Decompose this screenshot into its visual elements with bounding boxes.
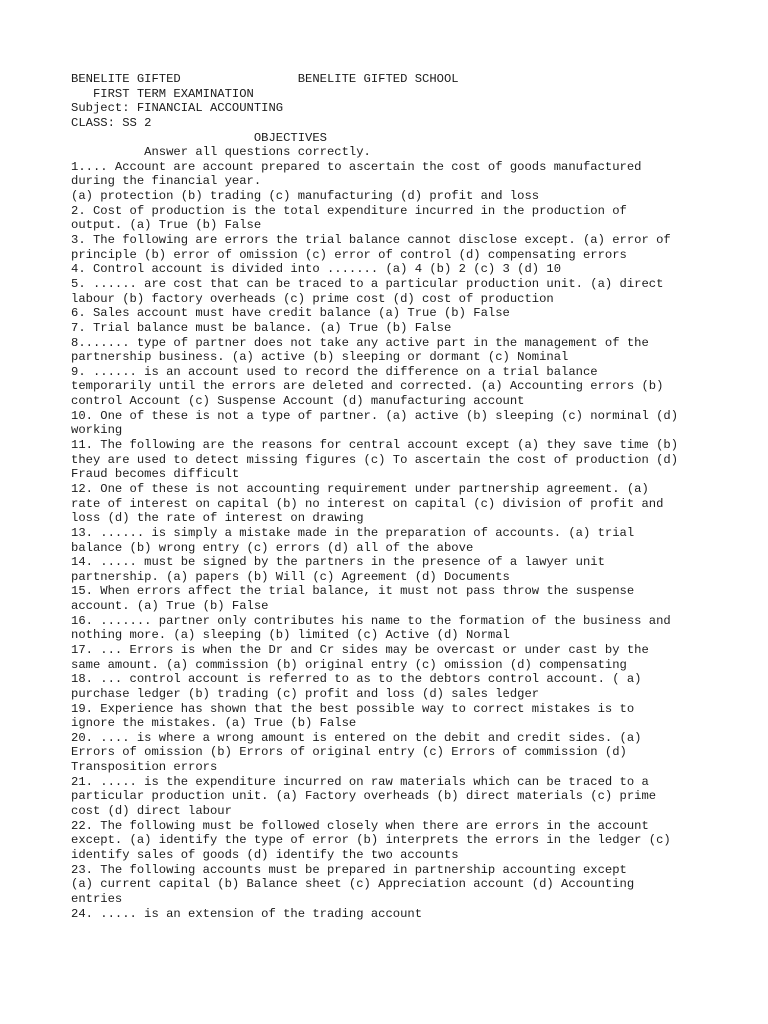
exam-title: FIRST TERM EXAMINATION	[71, 86, 254, 101]
question-line: nothing more. (a) sleeping (b) limited (c) Active (d) Normal	[71, 628, 510, 643]
question-line: 12. One of these is not accounting requirement under partnership agreement. (a)	[71, 481, 649, 496]
question-line: 16. ....... partner only contributes his name to the formation of the business and	[71, 613, 671, 628]
question-line: except. (a) identify the type of error (b) interprets the errors in the ledger (c)	[71, 833, 671, 848]
question-line: working	[71, 423, 123, 438]
question-line: (a) protection (b) trading (c) manufacturing (d) profit and loss	[71, 189, 540, 204]
question-line: 3. The following are errors the trial balance cannot disclose except. (a) error of	[71, 233, 671, 248]
question-line: 23. The following accounts must be prepared in partnership accounting except	[71, 862, 627, 877]
question-line: 19. Experience has shown that the best possible way to correct mistakes is to	[71, 701, 635, 716]
question-line: 8....... type of partner does not take any active part in the management of the	[71, 335, 649, 350]
question-line: they are used to detect missing figures (c) To ascertain the cost of production (d)	[71, 452, 679, 467]
question-line: 11. The following are the reasons for central account except (a) they save time (b)	[71, 438, 679, 453]
question-line: 18. ... control account is referred to as to the debtors control account. ( a)	[71, 672, 642, 687]
subject-line: Subject: FINANCIAL ACCOUNTING	[71, 101, 284, 116]
instruction-line: Answer all questions correctly.	[71, 145, 371, 160]
question-line: cost (d) direct labour	[71, 804, 232, 819]
question-line: 13. ...... is simply a mistake made in the preparation of accounts. (a) trial	[71, 525, 635, 540]
question-line: temporarily until the errors are deleted and corrected. (a) Accounting errors (b)	[71, 379, 664, 394]
question-line: Errors of omission (b) Errors of original entry (c) Errors of commission (d)	[71, 745, 627, 760]
header-school-line: BENELITE GIFTED BENELITE GIFTED SCHOOL	[71, 72, 459, 86]
question-line: same amount. (a) commission (b) original entry (c) omission (d) compensating	[71, 657, 627, 672]
question-line: account. (a) True (b) False	[71, 599, 269, 614]
question-line: 4. Control account is divided into ....... (a) 4 (b) 2 (c) 3 (d) 10	[71, 262, 562, 277]
question-line: 15. When errors affect the trial balance, it must not pass throw the suspense	[71, 584, 635, 599]
class-line: CLASS: SS 2	[71, 115, 152, 130]
question-line: control Account (c) Suspense Account (d) manufacturing account	[71, 394, 525, 409]
question-line: during the financial year.	[71, 174, 262, 189]
question-line: purchase ledger (b) trading (c) profit and loss (d) sales ledger	[71, 686, 540, 701]
question-line: rate of interest on capital (b) no interest on capital (c) division of profit and	[71, 496, 664, 511]
question-line: Transposition errors	[71, 760, 218, 775]
question-line: 22. The following must be followed closely when there are errors in the account	[71, 818, 649, 833]
question-line: identify sales of goods (d) identify the two accounts	[71, 847, 459, 862]
question-line: 7. Trial balance must be balance. (a) True (b) False	[71, 320, 452, 335]
question-line: partnership. (a) papers (b) Will (c) Agreement (d) Documents	[71, 569, 510, 584]
section-heading: OBJECTIVES	[71, 130, 327, 145]
question-line: (a) current capital (b) Balance sheet (c) Appreciation account (d) Accounting	[71, 877, 635, 892]
question-line: 6. Sales account must have credit balance (a) True (b) False	[71, 306, 510, 321]
question-line: 10. One of these is not a type of partner. (a) active (b) sleeping (c) norminal (d)	[71, 408, 679, 423]
question-line: output. (a) True (b) False	[71, 218, 262, 233]
question-line: 24. ..... is an extension of the trading account	[71, 906, 423, 921]
question-line: partnership business. (a) active (b) sleeping or dormant (c) Nominal	[71, 350, 569, 365]
question-line: 9. ...... is an account used to record the difference on a trial balance	[71, 364, 598, 379]
question-line: 1.... Account are account prepared to ascertain the cost of goods manufactured	[71, 159, 642, 174]
question-line: 17. ... Errors is when the Dr and Cr sides may be overcast or under cast by the	[71, 642, 649, 657]
question-line: balance (b) wrong entry (c) errors (d) all of the above	[71, 540, 474, 555]
question-line: loss (d) the rate of interest on drawing	[71, 511, 364, 526]
question-line: 21. ..... is the expenditure incurred on raw materials which can be traced to a	[71, 774, 649, 789]
exam-document	[71, 72, 731, 921]
question-line: Fraud becomes difficult	[71, 467, 240, 482]
question-line: principle (b) error of omission (c) error of control (d) compensating errors	[71, 247, 627, 262]
question-line: entries	[71, 891, 123, 906]
question-line: particular production unit. (a) Factory overheads (b) direct materials (c) prime	[71, 789, 657, 804]
question-line: 5. ...... are cost that can be traced to a particular production unit. (a) direct	[71, 276, 664, 291]
question-line: ignore the mistakes. (a) True (b) False	[71, 716, 357, 731]
question-line: 14. ..... must be signed by the partners in the presence of a lawyer unit	[71, 555, 605, 570]
question-line: 20. .... is where a wrong amount is entered on the debit and credit sides. (a)	[71, 730, 642, 745]
question-line: 2. Cost of production is the total expenditure incurred in the production of	[71, 203, 627, 218]
question-line: labour (b) factory overheads (c) prime cost (d) cost of production	[71, 291, 554, 306]
